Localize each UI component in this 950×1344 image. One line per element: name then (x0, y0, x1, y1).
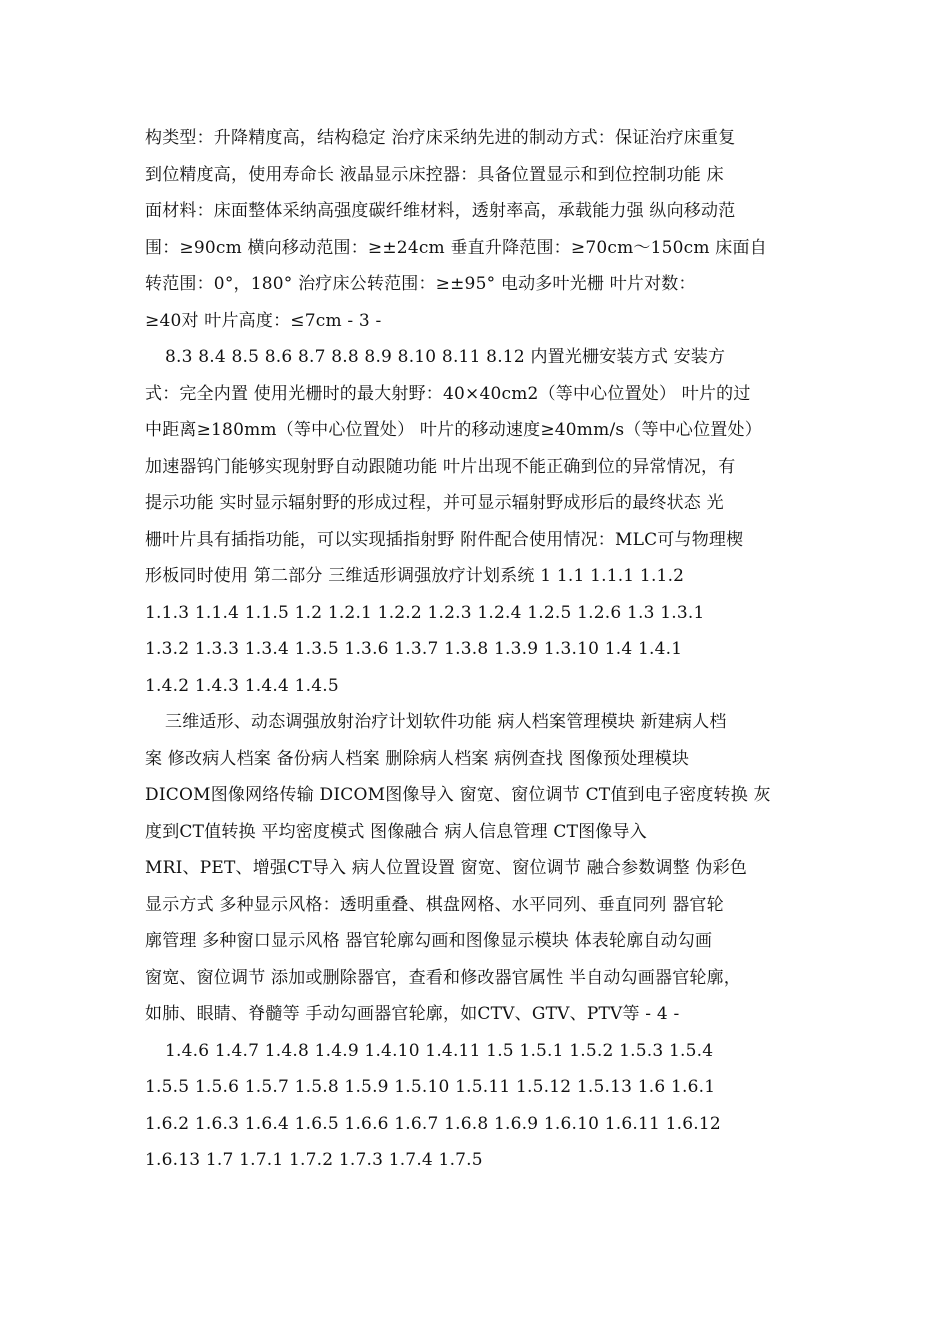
document-text-line: 围：≥90cm 横向移动范围：≥±24cm 垂直升降范围：≥70cm～150cm 床面自 (145, 237, 767, 258)
document-text-line: 1.3.2 1.3.3 1.3.4 1.3.5 1.3.6 1.3.7 1.3.8 1.3.9 1.3.10 1.4 1.4.1 (145, 639, 683, 659)
document-text-line: ≥40对 叶片高度：≤7cm - 3 - (145, 310, 382, 331)
document-text-line: 到位精度高，使用寿命长 液晶显示床控器：具备位置显示和到位控制功能 床 (145, 164, 724, 185)
document-text-line: 8.3 8.4 8.5 8.6 8.7 8.8 8.9 8.10 8.11 8.12 内置光栅安装方式 安装方 (165, 347, 726, 367)
document-text-line: 加速器钨门能够实现射野自动跟随功能 叶片出现不能正确到位的异常情况，有 (145, 456, 736, 477)
document-text-line: 1.4.6 1.4.7 1.4.8 1.4.9 1.4.10 1.4.11 1.5 1.5.1 1.5.2 1.5.3 1.5.4 (165, 1040, 714, 1061)
document-text-line: MRI、PET、增强CT导入 病人位置设置 窗宽、窗位调节 融合参数调整 伪彩色 (145, 858, 748, 878)
document-text-line: 1.6.13 1.7 1.7.1 1.7.2 1.7.3 1.7.4 1.7.5 (145, 1150, 483, 1170)
document-text-line: 1.1.3 1.1.4 1.1.5 1.2 1.2.1 1.2.2 1.2.3 1.2.4 1.2.5 1.2.6 1.3 1.3.1 (145, 602, 705, 623)
document-text-line: 廓管理 多种窗口显示风格 器官轮廓勾画和图像显示模块 体表轮廓自动勾画 (145, 931, 713, 951)
document-text-line: 显示方式 多种显示风格：透明重叠、棋盘网格、水平同列、垂直同列 器官轮 (145, 894, 724, 915)
document-text-line: 提示功能 实时显示辐射野的形成过程，并可显示辐射野成形后的最终状态 光 (145, 493, 724, 513)
document-text-line: 转范围：0°，180° 治疗床公转范围：≥±95° 电动多叶光栅 叶片对数： (145, 274, 696, 294)
document-text-line: DICOM图像网络传输 DICOM图像导入 窗宽、窗位调节 CT值到电子密度转换 灰 (145, 785, 771, 805)
document-text-line: 如肺、眼睛、脊髓等 手动勾画器官轮廓，如CTV、GTV、PTV等 - 4 - (145, 1004, 680, 1024)
document-text-line: 形板同时使用 第二部分 三维适形调强放疗计划系统 1 1.1 1.1.1 1.1.2 (145, 566, 685, 586)
document-text-line: 窗宽、窗位调节 添加或删除器官，查看和修改器官属性 半自动勾画器官轮廓， (145, 967, 742, 988)
document-text-line: 1.6.2 1.6.3 1.6.4 1.6.5 1.6.6 1.6.7 1.6.8 1.6.9 1.6.10 1.6.11 1.6.12 (145, 1113, 721, 1134)
document-text-line: 1.4.2 1.4.3 1.4.4 1.4.5 (145, 675, 339, 696)
document-text-line: 三维适形、动态调强放射治疗计划软件功能 病人档案管理模块 新建病人档 (165, 712, 727, 732)
document-text-line: 面材料：床面整体采纳高强度碳纤维材料，透射率高，承载能力强 纵向移动范 (145, 201, 736, 221)
document-text-line: 中距离≥180mm（等中心位置处） 叶片的移动速度≥40mm/s（等中心位置处） (145, 420, 762, 440)
document-text-line: 栅叶片具有插指功能，可以实现插指射野 附件配合使用情况：MLC可与物理楔 (145, 529, 744, 550)
document-text-line: 1.5.5 1.5.6 1.5.7 1.5.8 1.5.9 1.5.10 1.5.11 1.5.12 1.5.13 1.6 1.6.1 (145, 1077, 716, 1097)
document-text-line: 度到CT值转换 平均密度模式 图像融合 病人信息管理 CT图像导入 (145, 821, 647, 842)
document-text-line: 构类型：升降精度高，结构稳定 治疗床采纳先进的制动方式：保证治疗床重复 (145, 128, 736, 148)
document-text-line: 式：完全内置 使用光栅时的最大射野：40×40cm2（等中心位置处） 叶片的过 (145, 383, 751, 404)
document-body (145, 120, 810, 1179)
document-text-line: 案 修改病人档案 备份病人档案 删除病人档案 病例查找 图像预处理模块 (145, 748, 690, 769)
